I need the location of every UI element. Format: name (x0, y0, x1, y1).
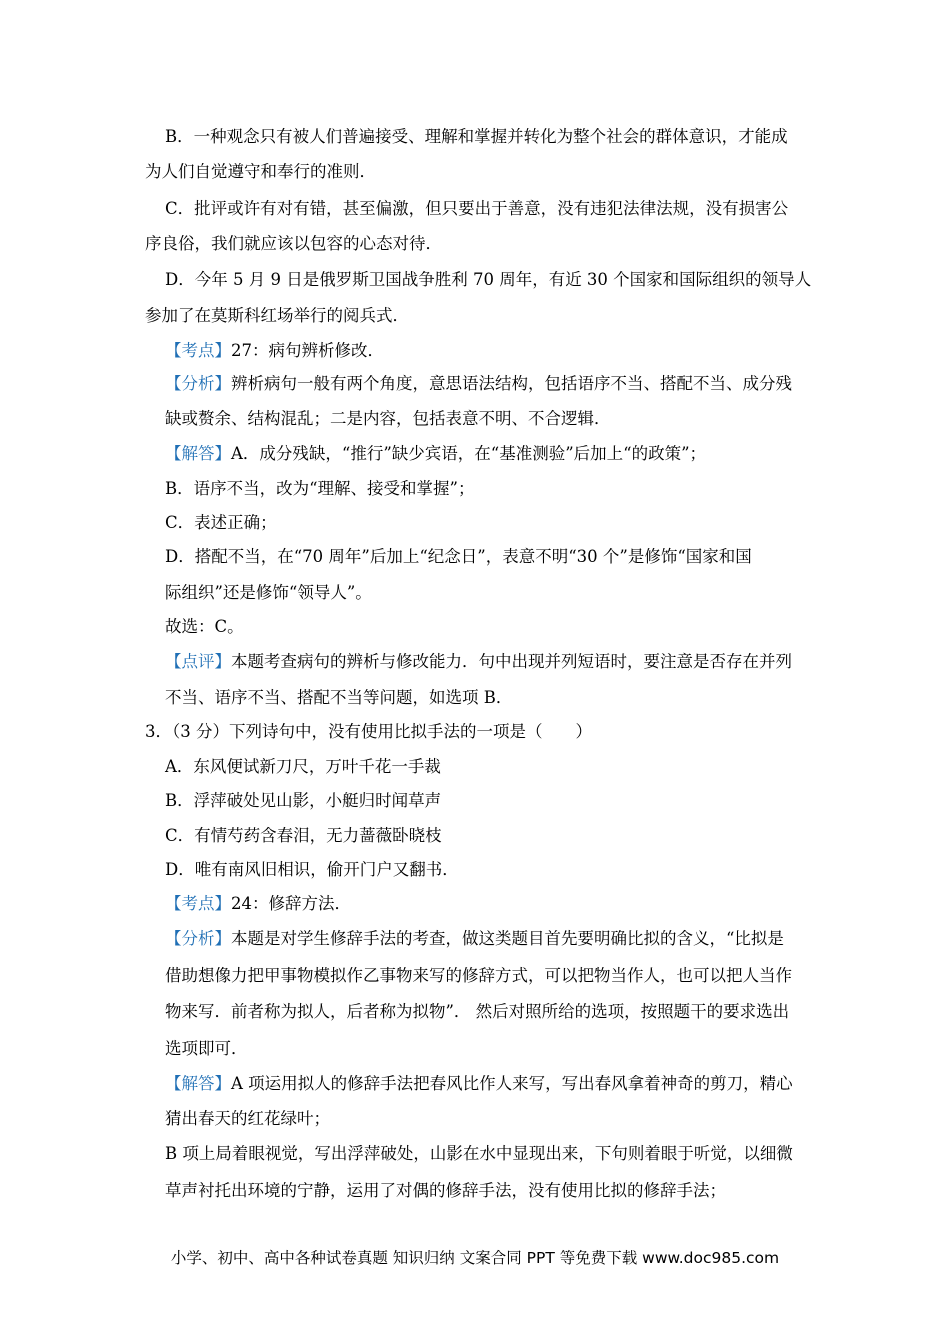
fenxi-text: 本题是对学生修辞手法的考查，做这类题目首先要明确比拟的含义，“比拟是 (231, 929, 784, 948)
fenxi-tag: 【分析】 (165, 929, 231, 948)
q2-jieda-line2: B．语序不当，改为“理解、接受和掌握”； (165, 479, 475, 498)
q2-option-c-line1: C．批评或许有对有错，甚至偏激，但只要出于善意，没有违犯法律法规，没有损害公 (165, 199, 789, 218)
q2-option-b-line1: B．一种观念只有被人们普遍接受、理解和掌握并转化为整个社会的群体意识，才能成 (165, 127, 788, 146)
q2-option-d-line1: D．今年 5 月 9 日是俄罗斯卫国战争胜利 70 周年，有近 30 个国家和国际组织的领导人 (165, 270, 812, 289)
q2-jieda-line5: 际组织”还是修饰“领导人”。 (165, 583, 372, 602)
q3-option-c: C．有情芍药含春泪，无力蔷薇卧晓枝 (165, 826, 442, 845)
q3-jieda-line2: 猜出春天的红花绿叶； (165, 1109, 330, 1128)
q3-fenxi-line3: 物来写．前者称为拟人，后者称为拟物”． 然后对照所给的选项，按照题干的要求选出 (165, 1002, 790, 1021)
fenxi-tag: 【分析】 (165, 374, 231, 393)
jieda-text: A 项运用拟人的修辞手法把春风比作人来写，写出春风拿着神奇的剪刀，精心 (231, 1074, 793, 1093)
q2-dianping-line1 (165, 651, 792, 673)
q3-option-a: A．东风便试新刀尺，万叶千花一手裁 (165, 757, 441, 776)
jieda-tag: 【解答】 (165, 444, 231, 463)
kaodian-text: 24：修辞方法． (231, 894, 351, 913)
q2-jieda-line4: D．搭配不当，在“70 周年”后加上“纪念日”，表意不明“30 个”是修饰“国家和国 (165, 547, 752, 566)
q2-option-c-line2: 序良俗，我们就应该以包容的心态对待． (145, 234, 442, 253)
q3-fenxi-line1 (165, 928, 784, 950)
q2-dianping-line2: 不当、语序不当、搭配不当等问题，如选项 B． (165, 688, 513, 707)
kaodian-tag: 【考点】 (165, 894, 231, 913)
kaodian-tag: 【考点】 (165, 341, 231, 360)
kaodian-text: 27：病句辨析修改． (231, 341, 384, 360)
fenxi-text: 辨析病句一般有两个角度，意思语法结构，包括语序不当、搭配不当、成分残 (231, 374, 792, 393)
jieda-text: A．成分残缺，“推行”缺少宾语，在“基准测验”后加上“的政策”； (231, 444, 707, 463)
dianping-tag: 【点评】 (165, 652, 231, 671)
q2-jieda-line6: 故选：C。 (165, 617, 244, 636)
q3-jieda-line4: 草声衬托出环境的宁静，运用了对偶的修辞手法，没有使用比拟的修辞手法； (165, 1181, 726, 1200)
q2-fenxi-line1 (165, 373, 792, 395)
q2-jieda-line3: C．表述正确； (165, 513, 277, 532)
q2-jieda-line1 (165, 443, 706, 465)
q3-fenxi-line4: 选项即可． (165, 1039, 248, 1058)
jieda-tag: 【解答】 (165, 1074, 231, 1093)
q2-fenxi-line2: 缺或赘余、结构混乱；二是内容，包括表意不明、不合逻辑． (165, 409, 611, 428)
q2-option-b-line2: 为人们自觉遵守和奉行的准则． (145, 162, 376, 181)
q3-option-d: D．唯有南风旧相识，偷开门户又翻书． (165, 860, 459, 879)
footer-ad[interactable]: 小学、初中、高中各种试卷真题 知识归纳 文案合同 PPT 等免费下载 www.doc985.com (170, 1249, 780, 1267)
q3-option-b: B．浮萍破处见山影，小艇归时闻草声 (165, 791, 442, 810)
q3-jieda-line3: B 项上局着眼视觉，写出浮萍破处，山影在水中显现出来，下句则着眼于听觉，以细微 (165, 1144, 793, 1163)
q3-stem: 3．（3 分）下列诗句中，没有使用比拟手法的一项是（ ） (145, 722, 592, 741)
dianping-text: 本题考查病句的辨析与修改能力．句中出现并列短语时，要注意是否存在并列 (231, 652, 792, 671)
q3-jieda-line1 (165, 1073, 793, 1095)
q3-kaodian (165, 893, 351, 915)
q3-fenxi-line2: 借助想像力把甲事物模拟作乙事物来写的修辞方式，可以把物当作人，也可以把人当作 (165, 966, 792, 985)
q2-kaodian (165, 340, 384, 362)
q2-option-d-line2: 参加了在莫斯科红场举行的阅兵式． (145, 306, 409, 325)
